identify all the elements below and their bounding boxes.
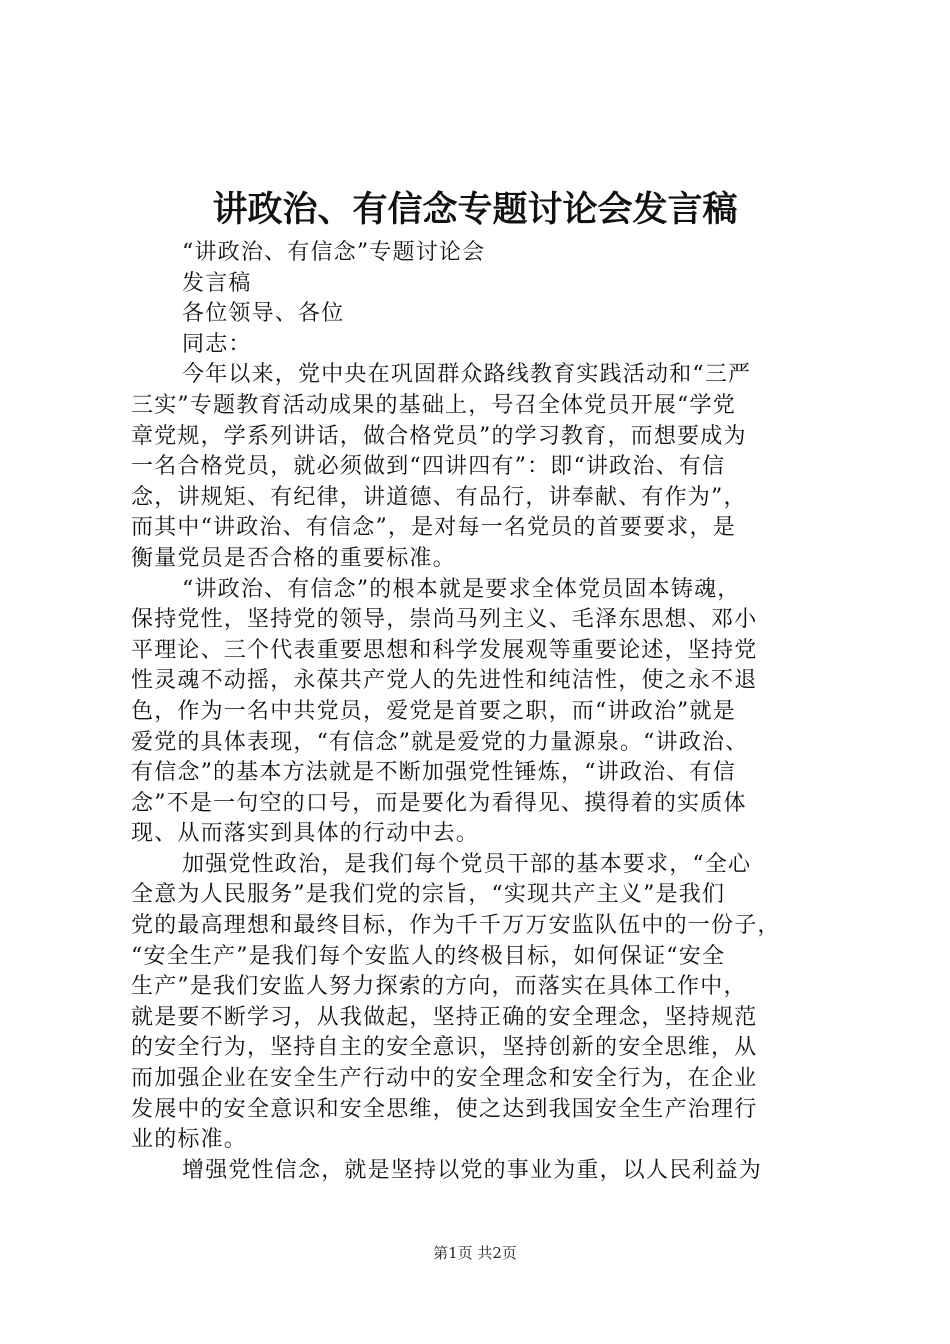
body-line: 业的标准。 <box>131 1127 248 1153</box>
body-line: 性灵魂不动摇，永葆共产党人的先进性和纯洁性，使之永不退 <box>131 668 758 694</box>
document-body <box>131 238 831 1186</box>
body-line: 有信念”的基本方法就是不断加强党性锤炼，“讲政治、有信 <box>131 760 736 786</box>
body-line: 衡量党员是否合格的重要标准。 <box>131 545 456 571</box>
body-line: 就是要不断学习，从我做起，坚持正确的安全理念，坚持规范 <box>131 1004 758 1030</box>
body-line: 念”不是一句空的口号，而是要化为看得见、摸得着的实质体 <box>131 790 747 816</box>
body-line: 生产”是我们安监人努力探索的方向，而落实在具体工作中， <box>131 974 747 1000</box>
body-line: 保持党性，坚持党的领导，崇尚马列主义、毛泽东思想、邓小 <box>131 607 758 633</box>
body-line: 而加强企业在安全生产行动中的安全理念和安全行为，在企业 <box>131 1066 758 1092</box>
body-line: 色，作为一名中共党员，爱党是首要之职，而“讲政治”就是 <box>131 698 736 724</box>
body-line: 增强党性信念，就是坚持以党的事业为重，以人民利益为 <box>182 1157 763 1183</box>
body-line: 的安全行为，坚持自主的安全意识，坚持创新的安全思维，从 <box>131 1035 758 1061</box>
page-footer: 第1页 共2页 <box>433 1244 517 1262</box>
body-line: “安全生产”是我们每个安监人的终极目标，如何保证“安全 <box>131 943 726 969</box>
body-line: 今年以来，党中央在巩固群众路线教育实践活动和“三严 <box>182 362 752 388</box>
body-line: 现、从而落实到具体的行动中去。 <box>131 821 480 847</box>
body-line: 一名合格党员，就必须做到“四讲四有”：即“讲政治、有信 <box>131 454 726 480</box>
body-line: 各位领导、各位 <box>182 301 345 327</box>
body-line: 三实”专题教育活动成果的基础上，号召全体党员开展“学党 <box>131 392 736 418</box>
body-line: 加强党性政治，是我们每个党员干部的基本要求，“全心 <box>182 851 752 877</box>
body-line: 发言稿 <box>182 270 252 296</box>
body-line: “讲政治、有信念”的根本就是要求全体党员固本铸魂， <box>182 576 741 602</box>
document-title: 讲政治、有信念专题讨论会发言稿 <box>212 189 738 230</box>
body-line: 全意为人民服务”是我们党的宗旨，“实现共产主义”是我们 <box>131 882 726 908</box>
body-line: 爱党的具体表现，“有信念”就是爱党的力量源泉。“讲政治、 <box>131 729 749 755</box>
body-line: 党的最高理想和最终目标，作为千千万万安监队伍中的一份子， <box>131 913 781 939</box>
body-line: 发展中的安全意识和安全思维，使之达到我国安全生产治理行 <box>131 1096 758 1122</box>
body-line: 而其中“讲政治、有信念”，是对每一名党员的首要要求，是 <box>131 515 736 541</box>
body-line: 念，讲规矩、有纪律，讲道德、有品行，讲奉献、有作为”， <box>131 484 747 510</box>
body-line: “讲政治、有信念”专题讨论会 <box>182 240 486 265</box>
body-line: 同志： <box>182 331 252 357</box>
body-line: 章党规，学系列讲话，做合格党员”的学习教育，而想要成为 <box>131 423 747 449</box>
body-line: 平理论、三个代表重要思想和科学发展观等重要论述，坚持党 <box>131 637 758 663</box>
